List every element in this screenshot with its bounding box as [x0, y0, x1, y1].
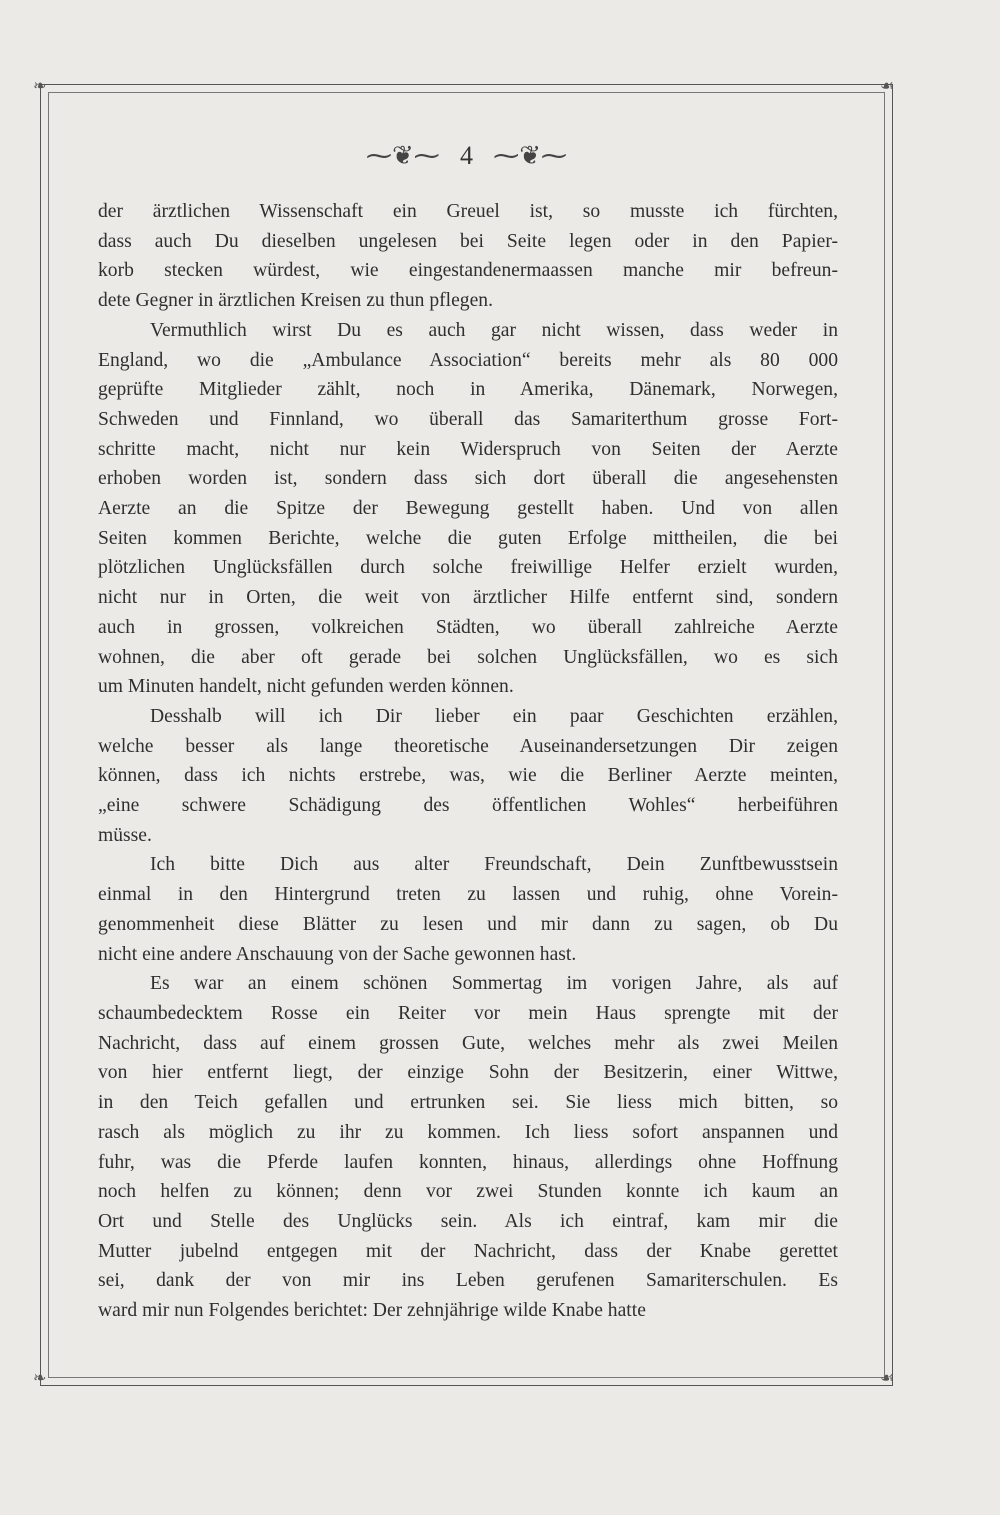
- text-line: können, dass ich nichts erstrebe, was, wie die Berliner Aerzte meinten,: [98, 765, 838, 787]
- text-line: Vermuthlich wirst Du es auch gar nicht wissen, dass weder in: [150, 319, 838, 341]
- text-line: welche besser als lange theoretische Auseinandersetzungen Dir zeigen: [98, 735, 838, 757]
- paragraph: [98, 316, 838, 702]
- text-line: ward mir nun Folgendes berichtet: Der zehnjährige wilde Knabe hatte: [98, 1300, 646, 1322]
- text-line: auch in grossen, volkreichen Städten, wo überall zahlreiche Aerzte: [98, 616, 838, 638]
- text-line: sei, dank der von mir ins Leben gerufenen Samariterschulen. Es: [98, 1270, 838, 1292]
- text-line: Nachricht, dass auf einem grossen Gute, welches mehr als zwei Meilen: [98, 1032, 838, 1054]
- text-line: „eine schwere Schädigung des öffentlichen Wohles“ herbeiführen: [98, 795, 838, 817]
- text-line: schaumbedecktem Rosse ein Reiter vor mein Haus sprengte mit der: [98, 1002, 838, 1024]
- text-line: geprüfte Mitglieder zählt, noch in Amerika, Dänemark, Norwegen,: [98, 379, 838, 401]
- text-line: schritte macht, nicht nur kein Widerspruch von Seiten der Aerzte: [98, 438, 838, 460]
- text-line: von hier entfernt liegt, der einzige Sohn der Besitzerin, einer Wittwe,: [98, 1062, 838, 1084]
- text-line: Mutter jubelnd entgegen mit der Nachricht, dass der Knabe gerettet: [98, 1240, 838, 1262]
- text-line: Desshalb will ich Dir lieber ein paar Geschichten erzählen,: [150, 705, 838, 727]
- text-line: Seiten kommen Berichte, welche die guten Erfolge mittheilen, die bei: [98, 527, 838, 549]
- paragraph: [98, 702, 838, 851]
- text-line: in den Teich gefallen und ertrunken sei. Sie liess mich bitten, so: [98, 1092, 838, 1114]
- text-line: rasch als möglich zu ihr zu kommen. Ich liess sofort anspannen und: [98, 1121, 838, 1143]
- text-line: müsse.: [98, 824, 152, 846]
- text-line: England, wo die „Ambulance Association“ bereits mehr als 80 000: [98, 349, 838, 371]
- paragraph: [98, 850, 838, 969]
- text-line: Ich bitte Dich aus alter Freundschaft, Dein Zunftbewusstsein: [150, 854, 838, 876]
- text-line: noch helfen zu können; denn vor zwei Stunden konnte ich kaum an: [98, 1181, 838, 1203]
- text-line: einmal in den Hintergrund treten zu lassen und ruhig, ohne Vorein-: [98, 884, 838, 906]
- text-line: plötzlichen Unglücksfällen durch solche freiwillige Helfer erzielt wurden,: [98, 557, 838, 579]
- ornament-left-icon: ⁓❦⁓: [365, 141, 440, 171]
- text-line: der ärztlichen Wissenschaft ein Greuel ist, so musste ich fürchten,: [98, 201, 838, 222]
- text-line: Schweden und Finnland, wo überall das Samariterthum grosse Fort-: [98, 408, 838, 430]
- ornament-right-icon: ⁓❦⁓: [493, 141, 568, 171]
- body-text: [98, 197, 838, 1326]
- text-line: genommenheit diese Blätter zu lesen und mir dann zu sagen, ob Du: [98, 913, 838, 935]
- page-number: 4: [460, 141, 473, 170]
- text-line: dete Gegner in ärztlichen Kreisen zu thun pflegen.: [98, 290, 493, 312]
- text-line: Es war an einem schönen Sommertag im vorigen Jahre, als auf: [150, 973, 838, 995]
- corner-ornament-top-right: ☙: [880, 76, 895, 95]
- text-line: um Minuten handelt, nicht gefunden werden können.: [98, 676, 514, 698]
- paragraph: [98, 197, 838, 316]
- corner-ornament-bottom-left: ❧: [33, 1368, 47, 1387]
- text-line: nicht eine andere Anschauung von der Sache gewonnen hast.: [98, 943, 577, 965]
- text-line: korb stecken würdest, wie eingestandenermaassen manche mir befreun-: [98, 260, 838, 282]
- text-line: Aerzte an die Spitze der Bewegung gestellt haben. Und von allen: [98, 498, 838, 520]
- text-line: nicht nur in Orten, die weit von ärztlicher Hilfe entfernt sind, sondern: [98, 587, 838, 609]
- corner-ornament-bottom-right: ☙: [880, 1368, 895, 1387]
- paragraph: [98, 969, 838, 1325]
- text-line: wohnen, die aber oft gerade bei solchen Unglücksfällen, wo es sich: [98, 646, 838, 668]
- corner-ornament-top-left: ❧: [33, 76, 47, 95]
- text-line: fuhr, was die Pferde laufen konnten, hinaus, allerdings ohne Hoffnung: [98, 1151, 838, 1173]
- text-line: Ort und Stelle des Unglücks sein. Als ich eintraf, kam mir die: [98, 1210, 838, 1232]
- text-line: erhoben worden ist, sondern dass sich dort überall die angesehensten: [98, 468, 838, 490]
- text-line: dass auch Du dieselben ungelesen bei Seite legen oder in den Papier-: [98, 230, 838, 252]
- page-header: [0, 140, 933, 171]
